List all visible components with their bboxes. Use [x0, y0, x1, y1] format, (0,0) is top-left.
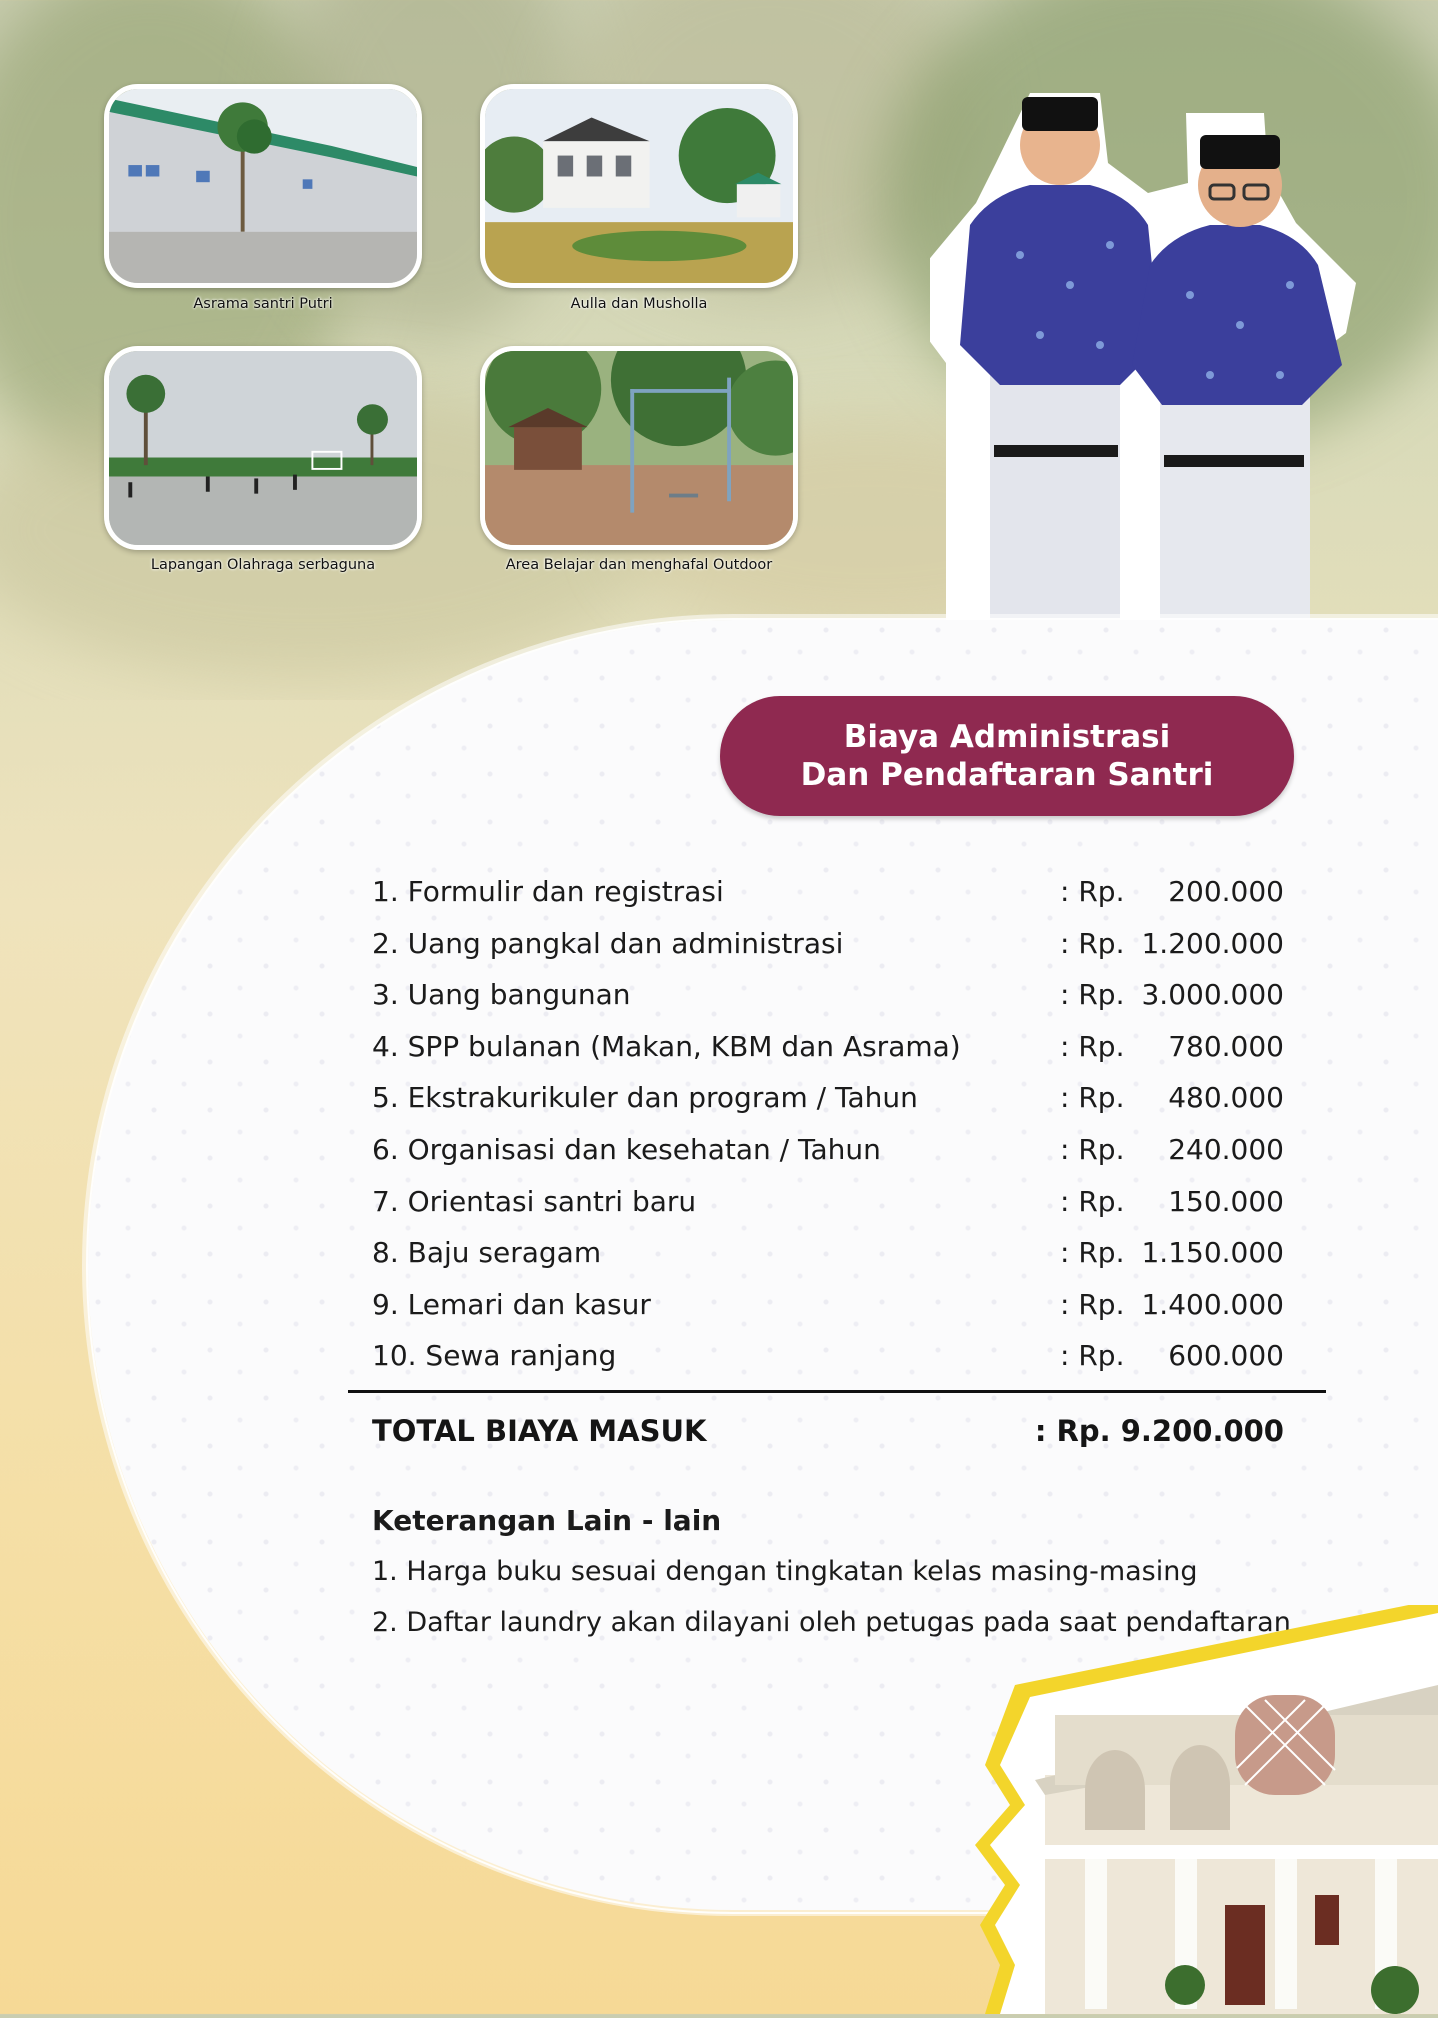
- gallery-caption-3: Lapangan Olahraga serbaguna: [150, 557, 376, 573]
- note-item: 2. Daftar laundry akan dilayani oleh petugas pada saat pendaftaran: [372, 1607, 1291, 1638]
- fee-amount: 1.400.000: [1141, 1287, 1284, 1321]
- hall-photo: [480, 84, 798, 288]
- fee-currency: : Rp.: [1060, 1132, 1125, 1166]
- fee-row: [372, 1021, 1284, 1073]
- total-row: [372, 1406, 1284, 1456]
- fee-label: 9. Lemari dan kasur: [372, 1287, 651, 1321]
- fee-label: 5. Ekstrakurikuler dan program / Tahun: [372, 1081, 918, 1115]
- title-line-2: Dan Pendaftaran Santri: [800, 757, 1214, 793]
- fee-amount: 240.000: [1168, 1132, 1284, 1166]
- fee-label: 7. Orientasi santri baru: [372, 1184, 697, 1218]
- students-photo: [930, 85, 1390, 645]
- title-line-1: Biaya Administrasi: [843, 719, 1171, 755]
- note-item: 1. Harga buku sesuai dengan tingkatan kelas masing-masing: [372, 1556, 1198, 1587]
- fee-label: 6. Organisasi dan kesehatan / Tahun: [372, 1132, 881, 1166]
- fee-row: [372, 1176, 1284, 1228]
- fee-label: 3. Uang bangunan: [372, 978, 631, 1012]
- fee-row: [372, 1279, 1284, 1331]
- fee-label: 8. Baju seragam: [372, 1236, 602, 1270]
- fee-amount: 200.000: [1168, 875, 1284, 908]
- fee-currency: : Rp.: [1060, 978, 1125, 1012]
- total-divider: [348, 1390, 1326, 1393]
- dormitory-photo: [104, 84, 422, 288]
- total-label: TOTAL BIAYA MASUK: [372, 1414, 707, 1448]
- fee-currency: : Rp.: [1060, 1339, 1125, 1373]
- fee-amount: 1.200.000: [1141, 926, 1284, 960]
- fee-label: 2. Uang pangkal dan administrasi: [372, 926, 844, 960]
- gallery-caption-4: Area Belajar dan menghafal Outdoor: [505, 557, 773, 573]
- fee-row: [372, 1124, 1284, 1176]
- fee-row: [372, 1227, 1284, 1279]
- fee-amount: 1.150.000: [1141, 1236, 1284, 1270]
- fee-currency: : Rp.: [1060, 875, 1125, 908]
- fee-currency: : Rp.: [1060, 1184, 1125, 1218]
- fee-amount: 480.000: [1168, 1081, 1284, 1115]
- total-value: : Rp. 9.200.000: [1034, 1414, 1284, 1448]
- fee-amount: 600.000: [1168, 1339, 1284, 1373]
- fee-currency: : Rp.: [1060, 1081, 1125, 1115]
- fee-label: 10. Sewa ranjang: [372, 1339, 617, 1373]
- fee-currency: : Rp.: [1060, 1236, 1125, 1270]
- mosque-photo: [975, 1605, 1438, 2014]
- notes-title: Keterangan Lain - lain: [372, 1504, 722, 1537]
- gallery-caption-2: Aulla dan Musholla: [570, 296, 708, 312]
- fee-row: [372, 1330, 1284, 1382]
- outdoor-area-photo: [480, 346, 798, 550]
- fee-amount: 150.000: [1168, 1184, 1284, 1218]
- fee-row: [372, 1072, 1284, 1124]
- fee-amount: 780.000: [1168, 1029, 1284, 1063]
- fee-row: [372, 866, 1284, 918]
- page-title: [720, 696, 1294, 816]
- fee-list: [372, 866, 1284, 1382]
- fee-row: [372, 918, 1284, 970]
- fee-currency: : Rp.: [1060, 926, 1125, 960]
- fee-currency: : Rp.: [1060, 1287, 1125, 1321]
- fee-label: 4. SPP bulanan (Makan, KBM dan Asrama): [372, 1029, 961, 1063]
- fee-label: 1. Formulir dan registrasi: [372, 875, 724, 908]
- fee-currency: : Rp.: [1060, 1029, 1125, 1063]
- gallery-caption-1: Asrama santri Putri: [193, 296, 333, 312]
- fee-amount: 3.000.000: [1141, 978, 1284, 1012]
- fee-row: [372, 969, 1284, 1021]
- sports-field-photo: [104, 346, 422, 550]
